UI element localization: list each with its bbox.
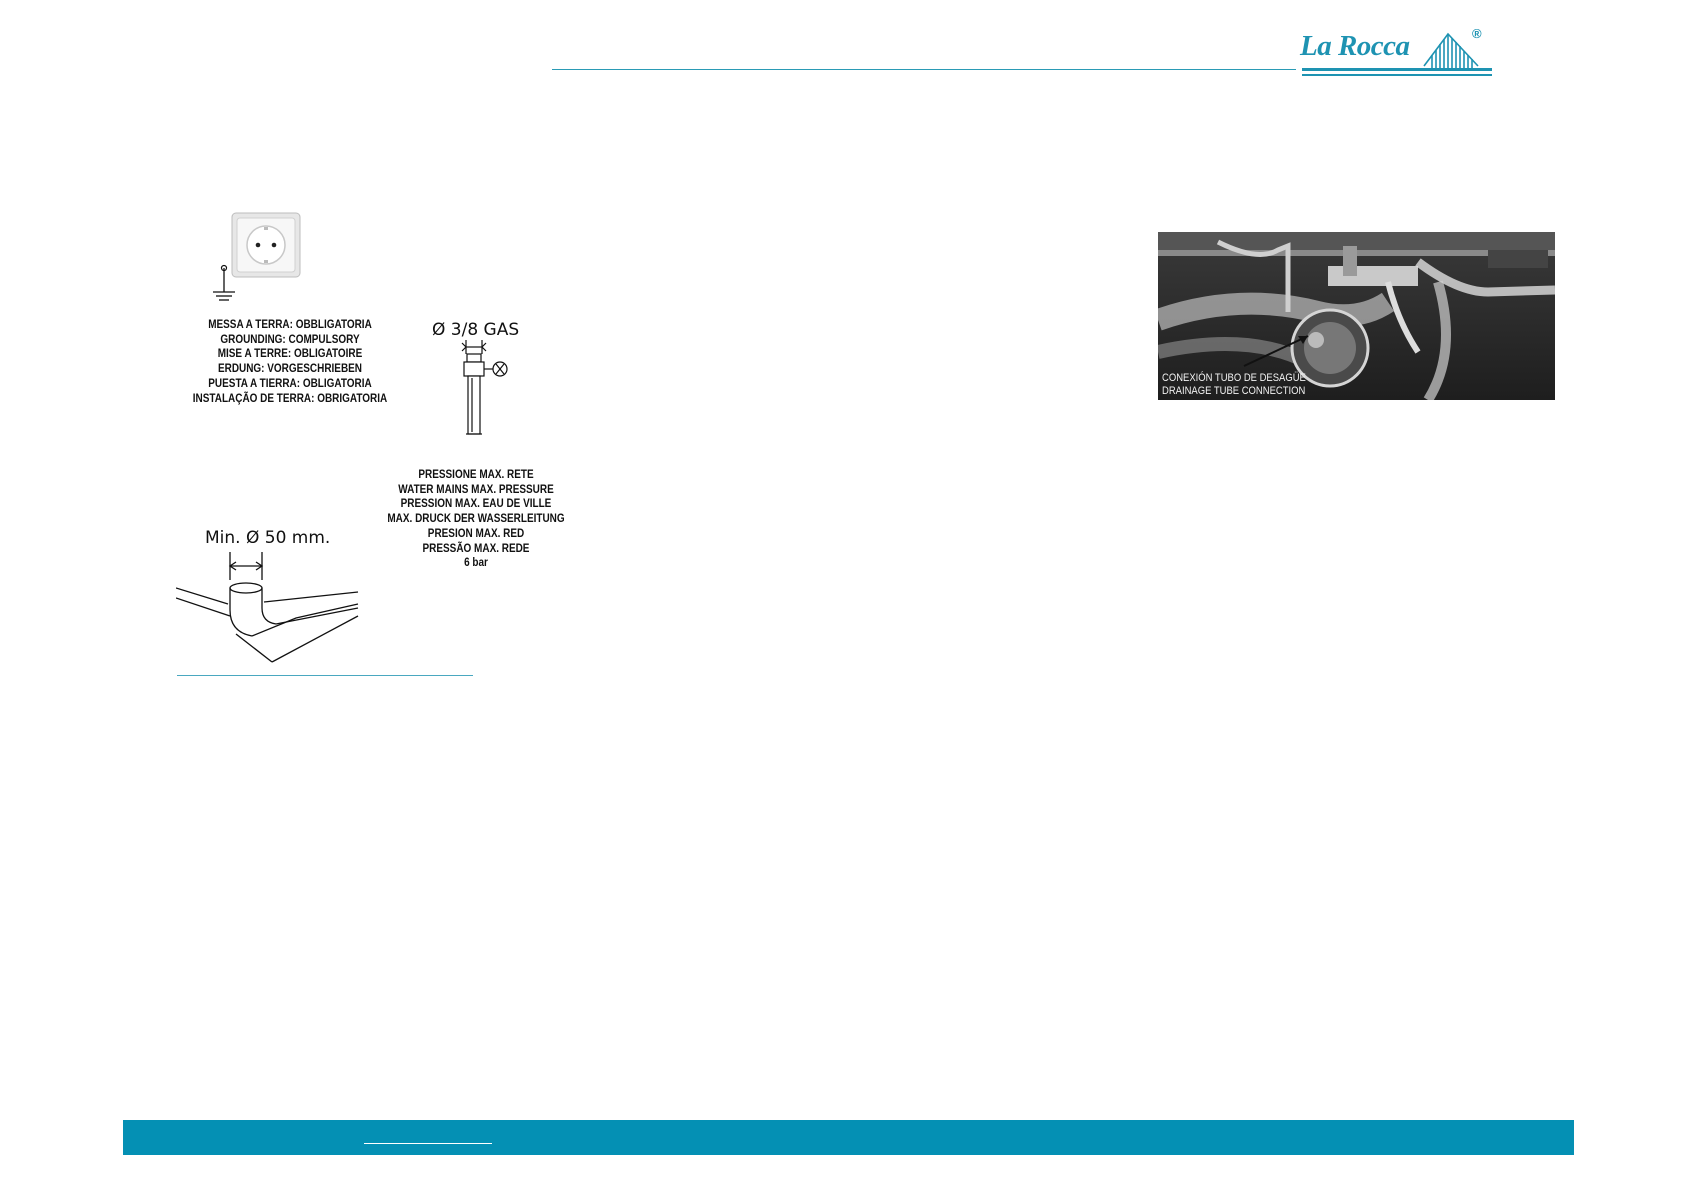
pressure-line-it: PRESSIONE MAX. RETE (418, 468, 534, 481)
photo-caption-en: DRAINAGE TUBE CONNECTION (1162, 385, 1306, 397)
grounding-line-pt: INSTALAÇÃO DE TERRA: OBRIGATORIA (192, 391, 388, 405)
water-pressure-text (376, 468, 576, 571)
grounding-line-en: GROUNDING: COMPULSORY (220, 332, 360, 346)
electric-socket-icon (196, 210, 306, 310)
pressure-value: 6 bar (464, 556, 488, 570)
pressure-line-es: PRESION MAX. RED (427, 526, 525, 540)
photo-caption (1162, 372, 1306, 398)
pressure-line-pt: PRESSÃO MAX. REDE (422, 541, 530, 555)
drain-pipe-icon (176, 552, 372, 672)
grounding-line-es: PUESTA A TIERRA: OBLIGATORIA (208, 376, 372, 390)
pressure-line-fr: PRESSION MAX. EAU DE VILLE (400, 497, 552, 511)
registered-mark: ® (1472, 26, 1482, 41)
header-divider (552, 69, 1296, 70)
pressure-line-en: WATER MAINS MAX. PRESSURE (398, 482, 554, 496)
water-valve-illustration (452, 338, 522, 448)
grounding-line-it: MESSA A TERRA: OBBLIGATORIA (208, 318, 372, 331)
drain-diameter-label: Min. Ø 50 mm. (205, 528, 331, 548)
water-tap-icon (452, 338, 522, 448)
grounding-line-fr: MISE A TERRE: OBLIGATOIRE (217, 347, 363, 361)
grounded-socket-illustration (196, 210, 306, 310)
drain-pipe-illustration (176, 552, 372, 672)
logo-wordmark: La Rocca (1300, 30, 1410, 62)
photo-caption-es: CONEXIÓN TUBO DE DESAGÜE (1162, 372, 1306, 384)
gas-size-label: Ø 3/8 GAS (432, 320, 520, 340)
grounding-requirement-text (175, 318, 405, 406)
pressure-line-de: MAX. DRUCK DER WASSERLEITUNG (387, 512, 565, 526)
footer-bar (123, 1120, 1574, 1155)
grounding-line-de: ERDUNG: VORGESCHRIEBEN (217, 362, 363, 376)
footer-link-underline[interactable] (364, 1143, 492, 1144)
section-divider (177, 675, 473, 676)
la-rocca-logo (1300, 26, 1496, 78)
